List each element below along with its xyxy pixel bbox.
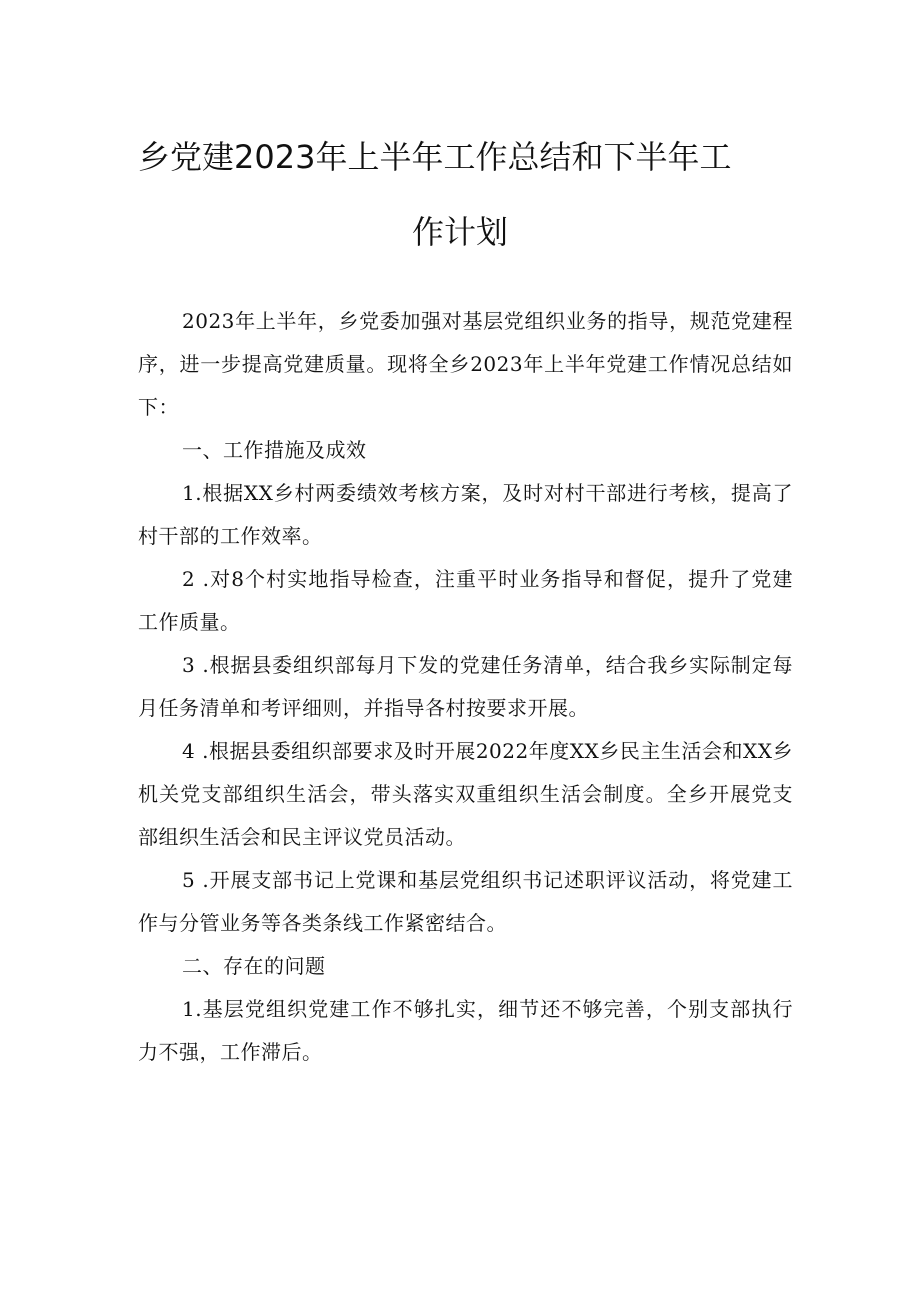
section-heading-measures: 一、工作措施及成效 — [182, 438, 367, 462]
document-title-line-1: 乡党建2023年上半年工作总结和下半年工 — [138, 138, 732, 176]
measure-item-2: 2 .对8个村实地指导检查，注重平时业务指导和督促，提升了党建工作质量。 — [138, 567, 793, 634]
document-title-line-2: 作计划 — [411, 213, 508, 251]
measure-item-1: 1.根据XX乡村两委绩效考核方案，及时对村干部进行考核，提高了村干部的工作效率。 — [138, 481, 793, 548]
measure-item-3: 3 .根据县委组织部每月下发的党建任务清单，结合我乡实际制定每月任务清单和考评细则，并指导各村按要求开展。 — [138, 653, 793, 720]
document-body — [138, 300, 793, 1074]
measure-item-5: 5 .开展支部书记上党课和基层党组织书记述职评议活动，将党建工作与分管业务等各类条线工作紧密结合。 — [138, 868, 793, 935]
measure-item-4: 4 .根据县委组织部要求及时开展2022年度XX乡民主生活会和XX乡机关党支部组织生活会，带头落实双重组织生活会制度。全乡开展党支部组织生活会和民主评议党员活动。 — [138, 739, 793, 849]
problem-item-1: 1.基层党组织党建工作不够扎实，细节还不够完善，个别支部执行力不强，工作滞后。 — [138, 997, 793, 1064]
section-heading-problems: 二、存在的问题 — [182, 954, 326, 978]
intro-paragraph: 2023年上半年，乡党委加强对基层党组织业务的指导，规范党建程序，进一步提高党建质量。现将全乡2023年上半年党建工作情况总结如下： — [138, 309, 793, 419]
